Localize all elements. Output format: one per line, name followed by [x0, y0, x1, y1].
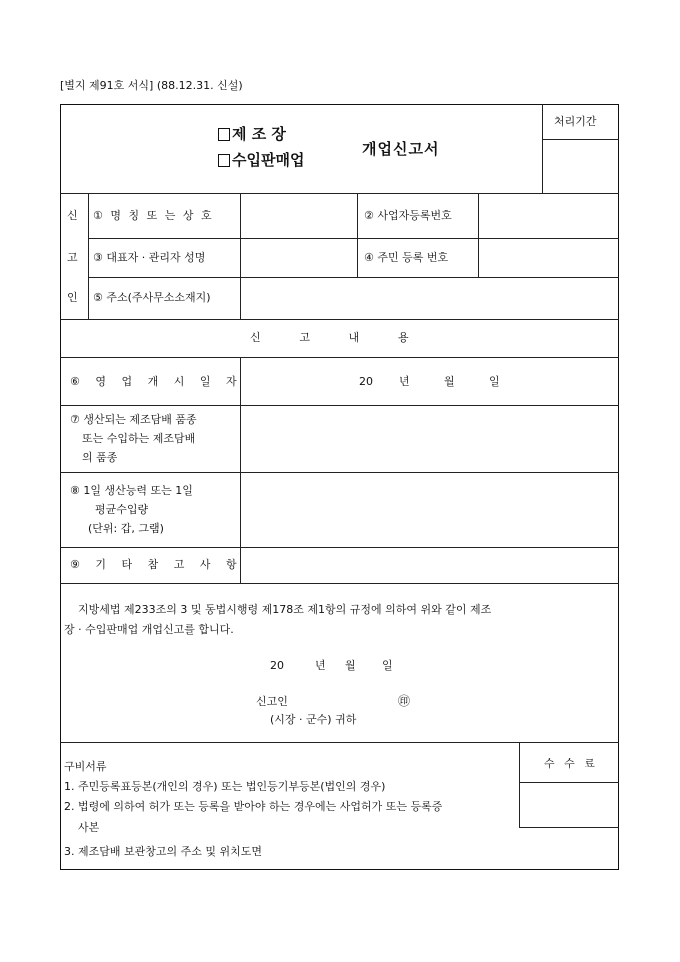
- documents-top-line: [60, 742, 619, 743]
- documents-item-1: 1. 주민등록표등본(개인의 경우) 또는 법인등기부등본(법인의 경우): [64, 780, 386, 793]
- processing-period-label: 처리기간: [554, 115, 597, 128]
- start-date-year-prefix: 20: [359, 375, 373, 388]
- field-representative-label: ③ 대표자 · 관리자 성명: [93, 251, 206, 264]
- start-date-month: 월: [444, 375, 455, 388]
- declaration-text-line1: 지방세법 제233조의 3 및 동법시행령 제178조 제1항의 규정에 의하여 위와 같이 제조: [78, 603, 492, 616]
- item8-label-line3: (단위: 갑, 그램): [88, 522, 164, 535]
- declaration-year: 년: [315, 659, 326, 672]
- item8-label-line2: 평균수입량: [95, 503, 149, 516]
- processing-vline: [542, 104, 543, 193]
- declaration-text-line2: 장 · 수입판매업 개업신고를 합니다.: [64, 623, 234, 636]
- representative-input[interactable]: [241, 239, 356, 276]
- field-resident-no-label: ④ 주민 등록 번호: [364, 251, 449, 264]
- documents-item-2: 2. 법령에 의하여 허가 또는 등록을 받아야 하는 경우에는 사업허가 또는 등록증: [64, 800, 443, 813]
- bizreg-input[interactable]: [479, 194, 618, 237]
- item7-label-line1: ⑦ 생산되는 제조담배 품종: [70, 413, 197, 426]
- fee-label: 수 수 료: [544, 757, 598, 770]
- declaration-month: 월: [345, 659, 356, 672]
- manufacturing-checkbox[interactable]: [218, 128, 230, 141]
- field-bizreg-label: ② 사업자등록번호: [364, 209, 452, 222]
- item-line-9: [60, 583, 619, 584]
- signature-input[interactable]: [300, 692, 392, 710]
- seal-icon: ㊞: [398, 694, 411, 708]
- start-date-year: 년: [399, 375, 410, 388]
- item7-label-line3: 의 품종: [82, 451, 118, 464]
- remarks-input[interactable]: [241, 548, 618, 582]
- field-name-label: ① 명 칭 또 는 상 호: [93, 209, 214, 222]
- option-manufacturing: 제 조 장: [218, 125, 286, 143]
- capacity-input[interactable]: [241, 473, 618, 546]
- name-input[interactable]: [241, 194, 356, 237]
- side-char-1: 신: [67, 209, 78, 222]
- declaration-day: 일: [382, 659, 393, 672]
- item7-label-line2: 또는 수입하는 제조담배: [82, 432, 196, 445]
- applicant-signature-label: 신고인: [256, 695, 288, 708]
- applicant-bottom-line: [60, 319, 619, 320]
- documents-item-2-cont: 사본: [78, 821, 100, 834]
- item6-label: ⑥ 영 업 개 시 일 자: [70, 375, 243, 388]
- documents-title: 구비서류: [64, 760, 107, 773]
- side-char-3: 인: [67, 291, 78, 304]
- documents-item-3: 3. 제조담배 보관창고의 주소 및 위치도면: [64, 845, 262, 858]
- applicant-mid-line: [357, 193, 358, 277]
- product-types-input[interactable]: [241, 406, 618, 471]
- start-date-day: 일: [489, 375, 500, 388]
- form-title: 개업신고서: [362, 140, 440, 158]
- side-char-2: 고: [67, 251, 78, 264]
- declaration-year-prefix: 20: [270, 659, 284, 672]
- start-date-input[interactable]: [241, 358, 618, 404]
- item8-label-line1: ⑧ 1일 생산능력 또는 1일: [70, 484, 193, 497]
- fee-input[interactable]: [520, 783, 618, 826]
- field-address-label: ⑤ 주소(주사무소소재지): [93, 291, 211, 304]
- applicant-side-line: [88, 193, 89, 319]
- recipient-label: (시장 · 군수) 귀하: [270, 713, 357, 726]
- option-import-sales: 수입판매업: [218, 151, 304, 169]
- item9-label: ⑨ 기 타 참 고 사 항: [70, 558, 243, 571]
- processing-divider: [542, 139, 619, 140]
- address-input[interactable]: [241, 278, 618, 318]
- import-sales-checkbox[interactable]: [218, 154, 230, 167]
- resident-no-input[interactable]: [479, 239, 618, 276]
- content-section-header: 신 고 내 용: [250, 331, 427, 344]
- form-header-note: [별지 제91호 서식] (88.12.31. 신설): [60, 79, 243, 92]
- fee-bottom-line: [519, 827, 619, 828]
